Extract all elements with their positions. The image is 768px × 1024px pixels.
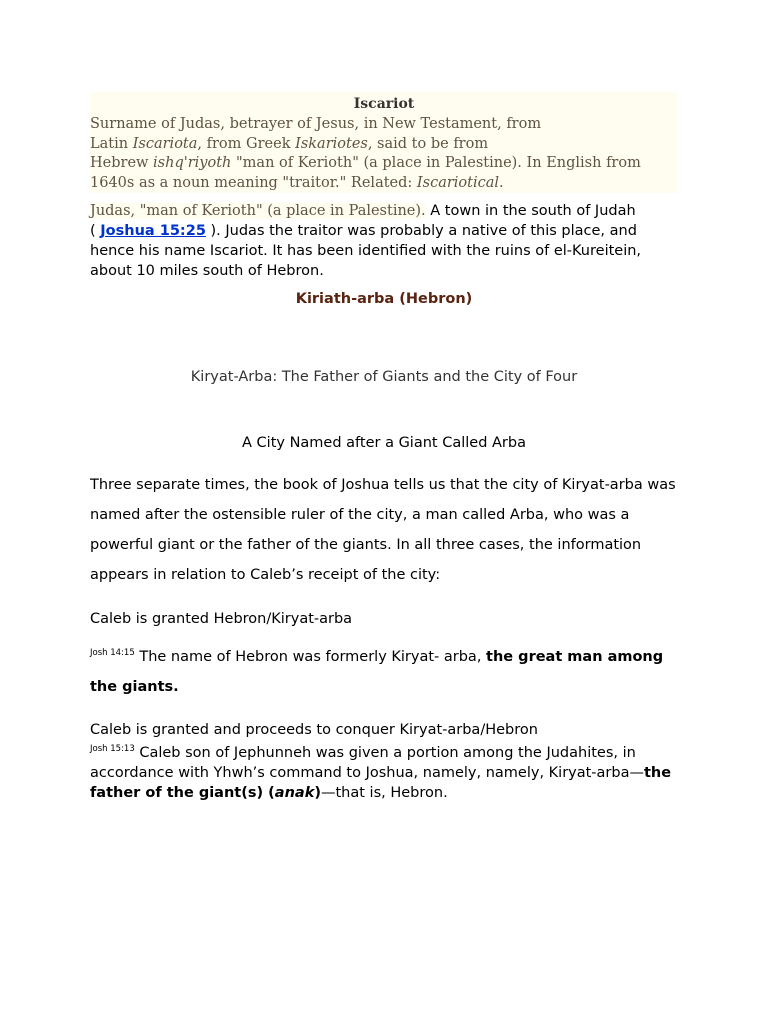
etymology-text: , said to be from [367,135,489,152]
document-page [90,92,678,803]
verse-text: Caleb son of Jephunneh was given a portion among the Judahites, in accordance with Yhwh’s command to Joshua, namely, namely, Kiryat-arba— [90,745,644,781]
town-entry-text: ( [90,223,101,239]
verse-quote [90,743,678,803]
verse-emphasis-term: anak [274,785,315,801]
verse-quote [90,642,678,702]
verse-reference: Josh 15:13 [90,744,135,754]
etymology-text: Latin [90,135,133,152]
etymology-body [90,115,678,193]
etymology-italic-term: ishq'riyoth [153,155,232,171]
verse-heading: Caleb is granted and proceeds to conquer Kiryat-arba/Hebron [90,722,538,738]
verse-heading: Caleb is granted Hebron/Kiryat-arba [90,611,353,627]
section-title: A City Named after a Giant Called Arba [242,435,526,451]
verse-text: The name of Hebron was formerly Kiryat- arba, [134,649,487,665]
etymology-italic-term: Iscariota [132,135,198,152]
etymology-box [90,92,678,193]
etymology-text: 1640s as a noun meaning "traitor." Related: [90,174,417,191]
verse-text: —that is, Hebron. [320,785,448,801]
etymology-title: Iscariot [353,96,415,112]
etymology-text: . [499,174,504,191]
verse-emphasis-text: the father of the giant(s) ( [90,765,672,801]
town-entry [90,201,678,281]
verse-reference: Josh 14:15 [90,648,135,658]
etymology-text: "man of Kerioth" (a place in Palestine). In English from [231,155,641,171]
paragraph: Three separate times, the book of Joshua tells us that the city of Kiryat-arba was named after the ostensible ruler of the city, a man called Arba, who was a powerful giant or the father of the giants. In all three cases, the information appears in relation to Caleb’s receipt of the city: [90,477,676,583]
etymology-italic-term: Iskariotes [295,135,368,152]
town-entry-text: ). Judas the traitor was probably a native of this place, and hence his name Iscariot. It has been identified with the ruins of el-Kureitein, about 10 miles south of Hebron. [90,223,642,279]
etymology-text: Surname of Judas, betrayer of Jesus, in New Testament, from [90,116,542,132]
etymology-text: , from Greek [197,135,296,152]
joshua-15-25-link[interactable]: Joshua 15:25 [100,223,206,239]
verse-emphasis: the great man among the giants. [90,649,664,695]
etymology-text: Hebrew [90,155,154,171]
verse-emphasis-text: ) [314,785,321,801]
subheading: Kiriath-arba (Hebron) [295,291,473,307]
article-title: Kiryat-Arba: The Father of Giants and the City of Four [190,369,578,385]
town-entry-quote: Judas, "man of Kerioth" (a place in Palestine). [90,203,426,219]
etymology-italic-term: Iscariotical [416,174,500,191]
town-entry-text: A town in the south of Judah [425,203,636,219]
